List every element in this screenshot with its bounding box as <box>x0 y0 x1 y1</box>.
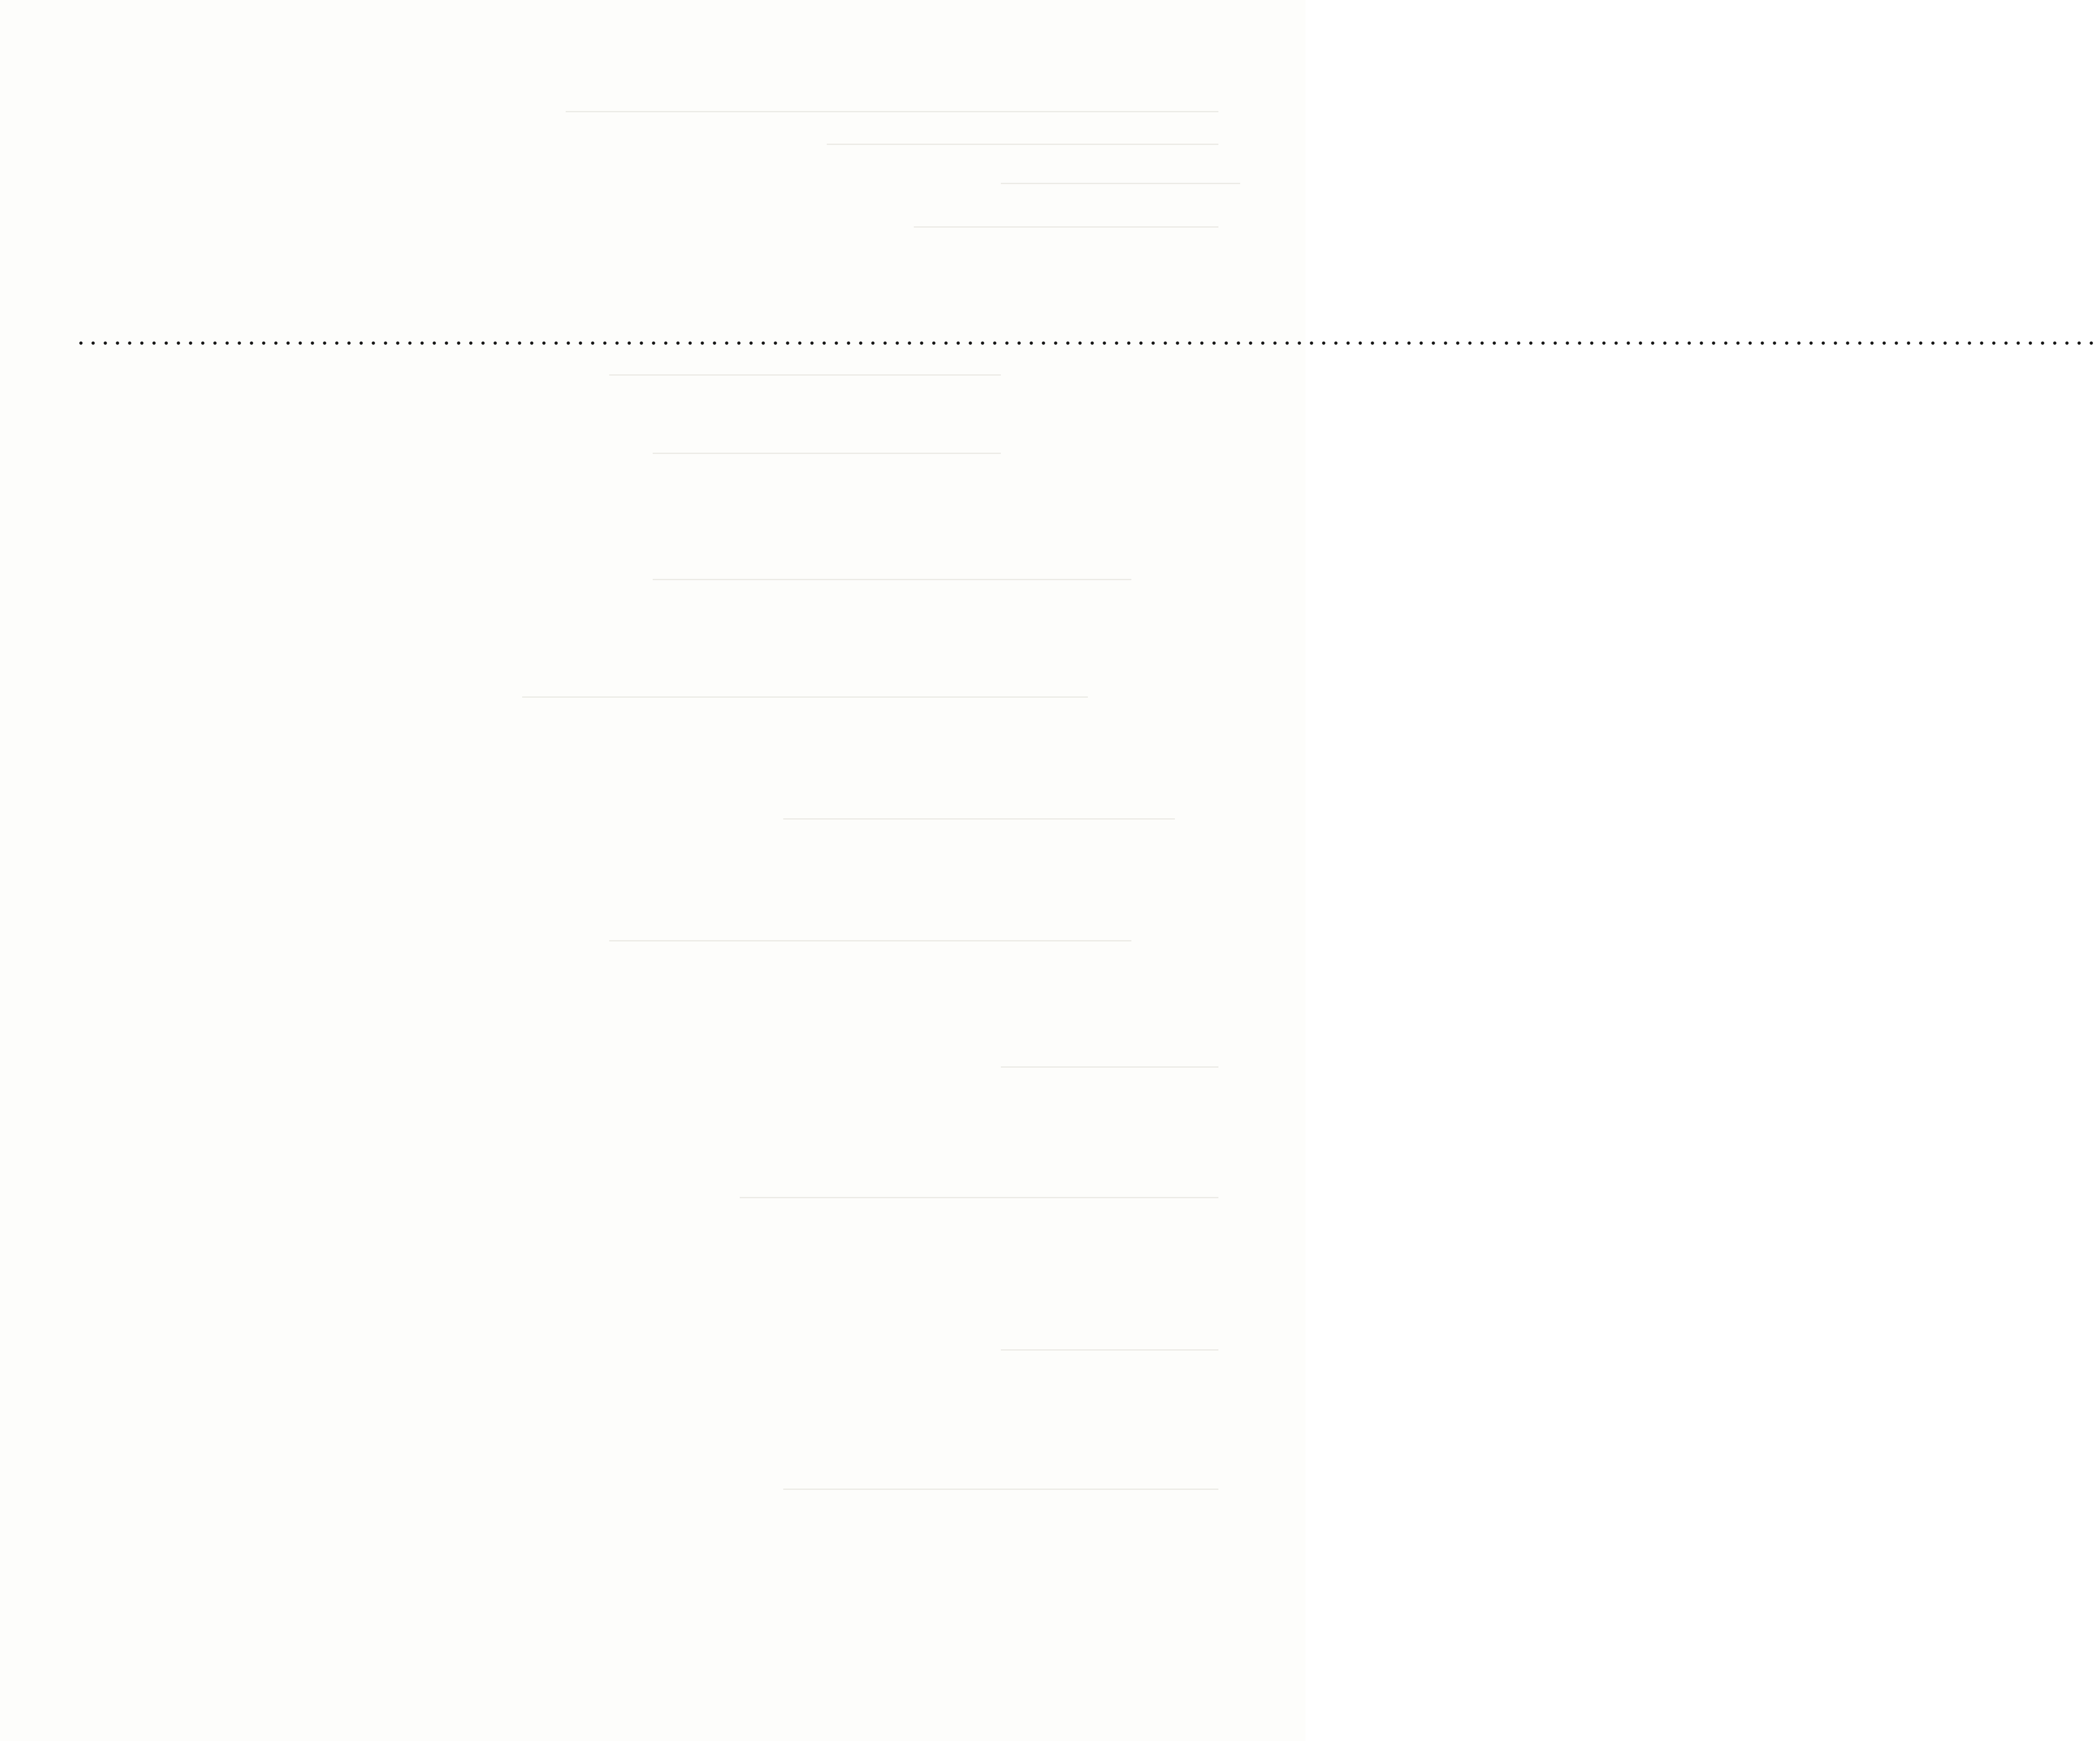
intro-line-2[interactable] <box>74 276 1247 316</box>
leader-dots: ...................................................................................................................................................................... <box>77 319 2100 350</box>
intro-line-1[interactable] <box>33 237 1247 276</box>
intro-line-3[interactable] <box>74 316 2100 355</box>
